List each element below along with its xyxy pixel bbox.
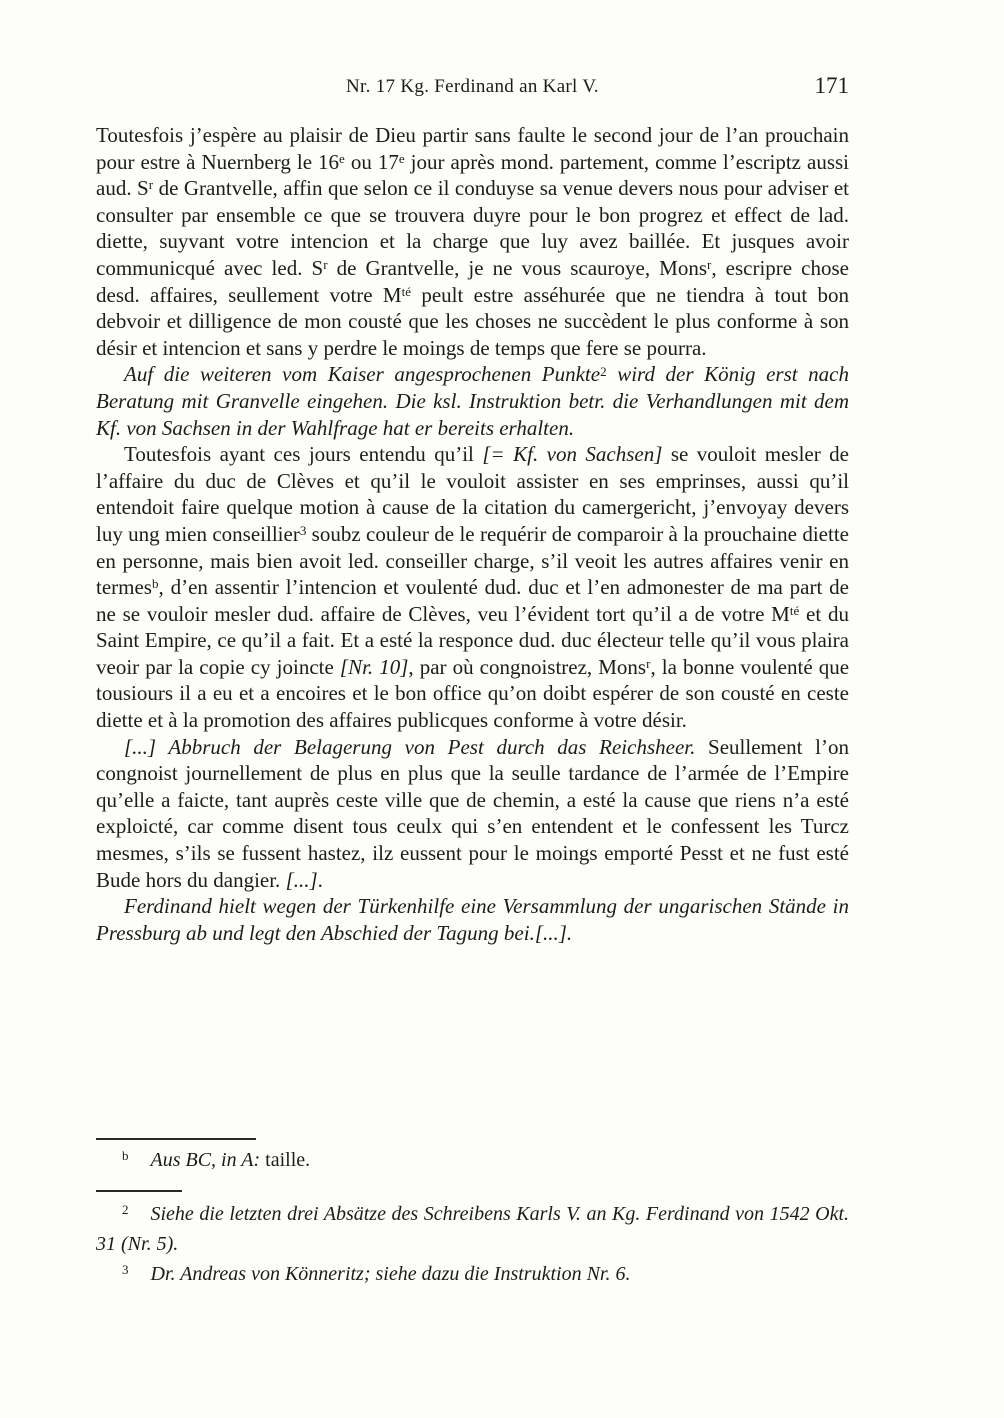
text-segment: Auf die weiteren vom Kaiser angesprochenen Punkte xyxy=(124,362,601,387)
text-segment: [= Kf. von Sachsen] xyxy=(482,442,663,467)
text-segment: se vouloit mesler de l’affaire du duc de Clèves et qu’il le vouloit assister en ses emprinses, aussi qu’il entendoit faire quelque motion à cause de la citation du camergericht, j’envoyay devers luy ung mien conseillier xyxy=(96,442,849,546)
paragraph xyxy=(96,734,849,894)
text-segment: soubz couleur de le requérir de comparoir à la prouchaine diette en personne, mais bien avoit led. conseiller charge, s’il veoit les autres affaires venir en termes xyxy=(96,521,849,600)
text-segment: b xyxy=(151,576,159,592)
text-segment: r xyxy=(323,257,328,273)
footnote-marker: b xyxy=(122,1148,129,1164)
footnote-marker: 2 xyxy=(122,1202,129,1218)
letter-body xyxy=(96,122,849,946)
paragraph xyxy=(96,441,849,734)
text-segment: Seullement l’on congnoist journellement de plus en plus que la seulle tardance de l’armée de l’Empire qu’elle a faicte, tant auprès ceste ville que de chemin, a esté la cause que riens n’a esté exploicté, car comme disent tous ceulx qui s’en entendent et le confessent les Turcz mesmes, s’ils se fussent hastez, ilz eussent pour le moings emporté Pesst et ne fust esté Bude hors du dangier. xyxy=(96,734,849,892)
paragraph xyxy=(96,893,849,946)
page-number: 171 xyxy=(814,73,849,98)
text-segment: peult estre asséhurée que ne tiendra à tout bon debvoir et dilligence de mon cousté que les choses ne succèdent le plus conforme à son désir et intencion et sans y perdre le moings de temps que fere se pourra. xyxy=(96,282,850,360)
text-segment: [Nr. 10] xyxy=(339,654,409,679)
paragraph xyxy=(96,361,849,441)
running-head: Nr. 17 Kg. Ferdinand an Karl V. xyxy=(346,76,599,97)
text-segment: Aus BC, in A: xyxy=(150,1149,261,1171)
text-segment: Toutesfois j’espère au plaisir de Dieu partir sans faulte le second jour de l’an prouchain pour estre à Nuernberg le 16 xyxy=(96,123,849,174)
text-segment: de Grantvelle, affin que selon ce il conduyse sa venue devers nous pour adviser et consulter par ensemble ce que se trouvera duyre pour le bon progrez et effect de lad. diette, suyvant votre intencion et la charge que luy avez baillée. Et jusques avoir communicqué avec led. S xyxy=(96,176,850,280)
text-segment: taille. xyxy=(260,1149,311,1171)
text-segment: . xyxy=(317,867,323,892)
text-segment: té xyxy=(401,283,412,299)
text-segment: ou 17 xyxy=(344,149,399,174)
apparatus-footnotes xyxy=(96,1147,849,1174)
text-segment: r xyxy=(707,257,712,273)
text-segment: [...] xyxy=(285,867,318,892)
page-header xyxy=(96,73,849,104)
text-segment: e xyxy=(398,150,405,166)
text-segment: Ferdinand hielt wegen der Türkenhilfe eine Versammlung der ungarischen Stände in Pressburg ab und legt den Abschied der Tagung bei.[...]. xyxy=(96,894,849,945)
text-segment: 2 xyxy=(600,363,607,379)
text-segment: r xyxy=(646,656,651,672)
footnote-area xyxy=(96,1138,849,1289)
text-segment: et du Saint Empire, ce qu’il a fait. Et a esté la responce dud. duc électeur telle qu’il vous plaira veoir par la copie cy joincte xyxy=(96,601,849,679)
text-segment: Siehe die letzten drei Absätze des Schreibens Karls V. an Kg. Ferdinand von 1542 Okt. 31 (Nr. 5). xyxy=(96,1203,849,1255)
text-segment: , la bonne voulenté que tousiours il a eu et a encoires et le bon office qu’on doibt espérer de son cousté en ceste diette et à la promotion des affaires publicques conforme à votre désir. xyxy=(96,654,850,733)
footnote-marker: 3 xyxy=(122,1262,129,1278)
text-segment: r xyxy=(148,177,154,193)
paragraph xyxy=(96,122,849,361)
text-segment: 3 xyxy=(299,523,307,539)
footnote xyxy=(96,1147,849,1174)
apparatus-rule xyxy=(96,1138,256,1140)
text-segment: , par où congnoistrez, Mons xyxy=(408,654,647,679)
footnote xyxy=(96,1259,849,1289)
text-segment: jour après mond. partement, comme l’escriptz aussi aud. S xyxy=(96,149,850,201)
text-column xyxy=(96,73,850,946)
commentary-rule xyxy=(96,1190,182,1192)
text-segment: e xyxy=(339,150,345,166)
text-segment: Toutesfois ayant ces jours entendu qu’il xyxy=(124,442,483,467)
commentary-footnotes xyxy=(96,1199,849,1289)
text-segment: [...] Abbruch der Belagerung von Pest durch das Reichsheer. xyxy=(124,734,696,759)
text-segment: wird der König erst nach Beratung mit Granvelle eingehen. Die ksl. Instruktion betr. die Verhandlungen mit dem Kf. von Sachsen in der Wahlfrage hat er bereits erhalten. xyxy=(96,362,849,440)
text-segment: , escripre chose desd. affaires, seullement votre M xyxy=(96,255,849,307)
text-segment: de Grantvelle, je ne vous scauroye, Mons xyxy=(327,255,707,280)
text-segment: , d’en assentir l’intencion et voulenté dud. duc et l’en admonester de ma part de ne se vouloir mesler dud. affaire de Clèves, veu l’évident tort qu’il a de votre M xyxy=(96,575,849,626)
footnote xyxy=(96,1199,849,1259)
text-segment: Dr. Andreas von Könneritz; siehe dazu die Instruktion Nr. 6. xyxy=(150,1263,631,1285)
text-segment: té xyxy=(789,602,800,618)
